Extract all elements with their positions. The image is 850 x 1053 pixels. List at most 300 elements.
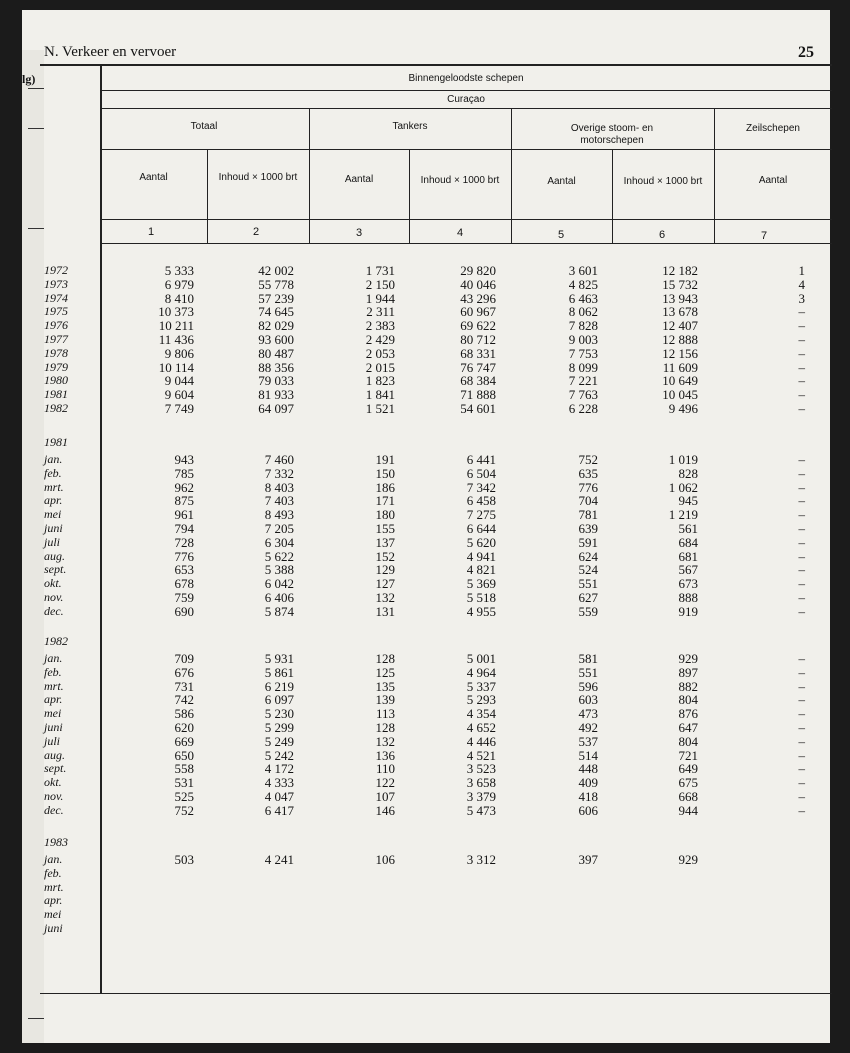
table-cell: 759 xyxy=(174,590,194,605)
table-cell: 81 933 xyxy=(258,387,294,403)
row-label: juli xyxy=(44,534,61,549)
table-cell: 9 604 xyxy=(164,387,194,403)
table-cell: – xyxy=(798,775,805,791)
table-cell: 137 xyxy=(375,534,395,550)
table-cell: 13 678 xyxy=(662,304,698,320)
col-header-3: Aantal xyxy=(344,174,374,185)
table-cell: 525 xyxy=(174,789,194,804)
table-cell: 649 xyxy=(678,761,698,777)
table-cell: 5 337 xyxy=(466,678,496,694)
margin-rule xyxy=(28,228,44,229)
table-cell: 558 xyxy=(174,761,194,777)
table-cell: – xyxy=(798,562,805,578)
bottom-rule xyxy=(40,993,832,994)
table-cell: 11 609 xyxy=(662,359,698,375)
table-cell: 128 xyxy=(375,720,395,735)
table-cell: 1 521 xyxy=(365,401,395,416)
table-cell: 603 xyxy=(578,692,598,708)
table-cell: 2 311 xyxy=(366,304,395,320)
row-label: 1973 xyxy=(44,276,68,291)
table-cell: 88 356 xyxy=(258,359,294,375)
table-cell: 7 403 xyxy=(264,493,294,509)
table-cell: 919 xyxy=(678,603,698,619)
table-cell: 397 xyxy=(578,852,598,867)
table-cell: 135 xyxy=(375,678,395,694)
table-cell: 709 xyxy=(174,651,194,666)
table-cell: 5 620 xyxy=(466,534,496,550)
row-label: juni xyxy=(44,720,63,734)
table-cell: 4 446 xyxy=(466,733,496,749)
table-cell: 943 xyxy=(174,452,194,467)
table-cell: 728 xyxy=(174,534,194,550)
table-cell: 43 296 xyxy=(460,290,496,306)
table-cell: 5 518 xyxy=(466,590,496,605)
table-cell: 731 xyxy=(174,678,194,694)
row-label: juli xyxy=(44,733,61,748)
header-rule xyxy=(100,219,832,220)
table-cell: 3 379 xyxy=(466,789,496,804)
row-label: 1972 xyxy=(44,263,68,277)
table-cell: 54 601 xyxy=(460,401,496,416)
table-cell: 4 652 xyxy=(466,720,496,735)
table-cell: – xyxy=(798,332,805,347)
table-cell: 559 xyxy=(578,603,598,619)
column-rule xyxy=(409,149,410,243)
row-label: dec. xyxy=(44,603,64,618)
margin-rule xyxy=(28,128,44,129)
group-overige: Overige stoom- en motorschepen xyxy=(570,123,654,146)
table-cell: 492 xyxy=(578,720,598,735)
table-cell: 567 xyxy=(678,562,698,578)
table-cell: 876 xyxy=(678,706,698,722)
group-zeilschepen: Zeilschepen xyxy=(746,123,800,134)
table-cell: 6 097 xyxy=(264,692,294,708)
table-cell: 627 xyxy=(578,590,598,605)
row-label: 1975 xyxy=(44,304,68,319)
table-cell: 961 xyxy=(174,507,194,523)
table-cell: 524 xyxy=(578,562,598,578)
table-cell: 785 xyxy=(174,465,194,481)
table-cell: 2 053 xyxy=(365,345,395,361)
table-cell: 40 046 xyxy=(460,276,496,292)
table-cell: 639 xyxy=(578,521,598,536)
column-number: 4 xyxy=(456,227,464,239)
row-label: 1979 xyxy=(44,359,68,374)
table-cell: 3 312 xyxy=(466,852,496,867)
table-cell: 6 504 xyxy=(466,465,496,481)
table-cell: 93 600 xyxy=(258,332,294,347)
table-cell: – xyxy=(798,651,805,666)
table-cell: 653 xyxy=(174,562,194,578)
row-label: mrt. xyxy=(44,678,64,693)
row-label: apr. xyxy=(44,893,63,908)
table-cell: 1 xyxy=(798,263,805,278)
table-cell: 1 731 xyxy=(365,263,395,278)
table-cell: 71 888 xyxy=(460,387,496,403)
table-cell: 945 xyxy=(678,493,698,509)
table-cell: 12 888 xyxy=(662,332,698,347)
header-rule xyxy=(100,108,832,109)
table-cell: 1 944 xyxy=(365,290,395,306)
table-cell: 5 299 xyxy=(264,720,294,735)
table-cell: – xyxy=(798,534,805,550)
table-cell: 150 xyxy=(375,465,395,481)
column-number-rule xyxy=(100,243,832,244)
row-label: feb. xyxy=(44,865,62,880)
table-cell: 2 015 xyxy=(365,359,395,375)
table-cell: 7 275 xyxy=(466,507,496,523)
table-cell: 79 033 xyxy=(258,373,294,389)
table-cell: 537 xyxy=(578,733,598,749)
table-cell: 5 874 xyxy=(264,603,294,619)
table-cell: 681 xyxy=(678,548,698,564)
table-cell: – xyxy=(798,304,805,320)
column-number: 7 xyxy=(760,230,768,242)
row-label: sept. xyxy=(44,562,67,577)
table-cell: 781 xyxy=(578,507,598,523)
row-label: 1978 xyxy=(44,345,68,360)
table-cell: 2 150 xyxy=(365,276,395,292)
table-cell: 514 xyxy=(578,747,598,763)
table-cell: 10 373 xyxy=(158,304,194,320)
table-cell: – xyxy=(798,401,805,416)
table-cell: 12 407 xyxy=(662,318,698,334)
table-cell: 8 493 xyxy=(264,507,294,523)
table-cell: 6 417 xyxy=(264,802,294,818)
table-cell: 13 943 xyxy=(662,290,698,306)
table-cell: 6 219 xyxy=(264,678,294,694)
table-cell: – xyxy=(798,747,805,763)
col-header-1: Aantal xyxy=(139,172,168,183)
table-cell: 721 xyxy=(678,747,698,763)
table-cell: 752 xyxy=(578,452,598,467)
table-cell: 68 384 xyxy=(460,373,496,389)
table-cell: 5 333 xyxy=(164,263,194,278)
table-cell: 29 820 xyxy=(460,263,496,278)
table-cell: 596 xyxy=(578,678,598,694)
top-rule xyxy=(40,64,832,66)
table-cell: 5 369 xyxy=(466,576,496,592)
table-cell: 591 xyxy=(578,534,598,550)
table-cell: 6 463 xyxy=(568,290,598,306)
column-number: 3 xyxy=(355,227,363,239)
column-rule xyxy=(207,149,208,243)
group-totaal: Totaal xyxy=(190,121,218,132)
row-label: juni xyxy=(44,921,63,935)
table-cell: 929 xyxy=(678,651,698,666)
table-cell: – xyxy=(798,452,805,467)
table-cell: 146 xyxy=(375,802,395,818)
table-cell: – xyxy=(798,576,805,592)
table-cell: 9 044 xyxy=(164,373,194,389)
table-cell: 776 xyxy=(578,479,598,495)
table-cell: 132 xyxy=(375,733,395,749)
header-rule xyxy=(100,149,832,150)
col-header-4: Inhoud × 1000 brt xyxy=(420,175,500,186)
table-cell: 107 xyxy=(375,789,395,804)
table-cell: 5 242 xyxy=(264,747,294,763)
row-label: aug. xyxy=(44,747,65,762)
table-cell: – xyxy=(798,761,805,777)
table-cell: 676 xyxy=(174,664,194,680)
table-cell: – xyxy=(798,493,805,509)
table-cell: 11 436 xyxy=(158,332,194,347)
table-cell: 10 114 xyxy=(158,359,194,375)
table-cell: 8 062 xyxy=(568,304,598,320)
table-cell: 1 841 xyxy=(365,387,395,403)
table-cell: 9 003 xyxy=(568,332,598,347)
table-cell: 5 861 xyxy=(264,664,294,680)
table-cell: 473 xyxy=(578,706,598,722)
table-cell: 7 332 xyxy=(264,465,294,481)
table-cell: – xyxy=(798,692,805,708)
table-cell: 776 xyxy=(174,548,194,564)
margin-rule xyxy=(28,1018,44,1019)
table-cell: 80 712 xyxy=(460,332,496,347)
table-cell: – xyxy=(798,733,805,749)
table-cell: 2 429 xyxy=(365,332,395,347)
table-cell: 152 xyxy=(375,548,395,564)
table-cell: 7 205 xyxy=(264,521,294,536)
col-header-2: Inhoud × 1000 brt xyxy=(218,172,298,183)
sub-header: Curaçao xyxy=(447,94,485,105)
table-cell: 12 156 xyxy=(662,345,698,361)
margin-rule xyxy=(28,88,44,89)
table-cell: 888 xyxy=(678,590,698,605)
table-cell: 4 955 xyxy=(466,603,496,619)
row-label: 1974 xyxy=(44,290,68,305)
table-cell: 828 xyxy=(678,465,698,481)
row-label: 1980 xyxy=(44,373,68,388)
table-cell: 561 xyxy=(678,521,698,536)
table-cell: 69 622 xyxy=(460,318,496,334)
header-rule xyxy=(100,90,832,91)
table-cell: – xyxy=(798,359,805,375)
table-cell: 136 xyxy=(375,747,395,763)
table-cell: 4 821 xyxy=(466,562,496,578)
table-cell: 620 xyxy=(174,720,194,735)
table-cell: 2 383 xyxy=(365,318,395,334)
row-label: jan. xyxy=(44,452,63,466)
table-cell: 4 521 xyxy=(466,747,496,763)
section-title: N. Verkeer en vervoer xyxy=(44,44,177,60)
table-cell: 1 062 xyxy=(668,479,698,495)
table-cell: 82 029 xyxy=(258,318,294,334)
table-cell: 5 473 xyxy=(466,802,496,818)
table-cell: 9 806 xyxy=(164,345,194,361)
table-cell: 4 xyxy=(798,276,805,292)
table-cell: 15 732 xyxy=(662,276,698,292)
table-cell: 42 002 xyxy=(258,263,294,278)
table-cell: 678 xyxy=(174,576,194,592)
table-cell: 742 xyxy=(174,692,194,708)
table-cell: 6 228 xyxy=(568,401,598,416)
col-header-6: Inhoud × 1000 brt xyxy=(623,176,703,187)
group-header: Binnengeloodste schepen xyxy=(408,73,524,84)
table-cell: – xyxy=(798,345,805,361)
table-cell: 647 xyxy=(678,720,698,735)
row-label: apr. xyxy=(44,493,63,508)
table-cell: 875 xyxy=(174,493,194,509)
table-cell: 12 182 xyxy=(662,263,698,278)
table-cell: – xyxy=(798,465,805,481)
table-cell: 7 749 xyxy=(164,401,194,416)
table-cell: 704 xyxy=(578,493,598,509)
table-cell: 4 825 xyxy=(568,276,598,292)
table-cell: 7 221 xyxy=(568,373,598,389)
table-cell: 76 747 xyxy=(460,359,496,375)
table-cell: 962 xyxy=(174,479,194,495)
table-cell: 1 823 xyxy=(365,373,395,389)
column-number: 6 xyxy=(658,229,666,241)
table-cell: 503 xyxy=(174,852,194,867)
row-label: okt. xyxy=(44,775,62,790)
row-label: apr. xyxy=(44,692,63,707)
table-cell: 1 219 xyxy=(668,507,698,523)
table-cell: – xyxy=(798,590,805,605)
table-cell: 6 441 xyxy=(466,452,496,467)
table-cell: 180 xyxy=(375,507,395,523)
table-cell: 122 xyxy=(375,775,395,791)
table-cell: 6 644 xyxy=(466,521,496,536)
row-label: sept. xyxy=(44,761,67,776)
table-cell: – xyxy=(798,789,805,804)
row-label: okt. xyxy=(44,576,62,591)
table-cell: 10 649 xyxy=(662,373,698,389)
table-cell: 882 xyxy=(678,678,698,694)
table-cell: – xyxy=(798,706,805,722)
margin-label: lg) xyxy=(22,72,36,86)
table-cell: 10 211 xyxy=(158,318,194,334)
table-cell: 8 410 xyxy=(164,290,194,306)
table-cell: 804 xyxy=(678,733,698,749)
block-label: 1982 xyxy=(44,634,68,648)
table-cell: 113 xyxy=(375,706,395,722)
page-number: 25 xyxy=(798,44,814,61)
table-cell: 668 xyxy=(678,789,698,804)
table-cell: 1 019 xyxy=(668,452,698,467)
table-cell: 132 xyxy=(375,590,395,605)
previous-page-edge xyxy=(22,50,44,1043)
table-cell: 125 xyxy=(375,664,395,680)
table-cell: 55 778 xyxy=(258,276,294,292)
table-cell: 7 753 xyxy=(568,345,598,361)
row-label: mrt. xyxy=(44,479,64,494)
table-cell: 684 xyxy=(678,534,698,550)
row-label: juni xyxy=(44,521,63,535)
table-cell: 3 xyxy=(798,290,805,306)
table-cell: 3 601 xyxy=(568,263,598,278)
row-label: feb. xyxy=(44,465,62,480)
column-rule xyxy=(612,149,613,243)
table-cell: – xyxy=(798,318,805,334)
table-cell: 3 523 xyxy=(466,761,496,777)
table-cell: 171 xyxy=(375,493,395,509)
row-label: mei xyxy=(44,907,62,922)
table-cell: 650 xyxy=(174,747,194,763)
table-cell: 139 xyxy=(375,692,395,708)
table-cell: 551 xyxy=(578,664,598,680)
table-cell: 673 xyxy=(678,576,698,592)
table-cell: 5 249 xyxy=(264,733,294,749)
table-cell: 60 967 xyxy=(460,304,496,320)
table-cell: 7 828 xyxy=(568,318,598,334)
column-number: 2 xyxy=(252,226,260,238)
table-cell: 4 241 xyxy=(264,852,294,867)
table-cell: 606 xyxy=(578,802,598,818)
table-cell: 57 239 xyxy=(258,290,294,306)
table-cell: 6 406 xyxy=(264,590,294,605)
table-cell: 752 xyxy=(174,802,194,818)
table-cell: 669 xyxy=(174,733,194,749)
table-cell: 794 xyxy=(174,521,194,536)
table-cell: 74 645 xyxy=(258,304,294,320)
table-cell: 155 xyxy=(375,521,395,536)
table-cell: 186 xyxy=(375,479,395,495)
table-cell: 409 xyxy=(578,775,598,791)
table-cell: 531 xyxy=(174,775,194,791)
table-cell: 624 xyxy=(578,548,598,564)
table-cell: 8 099 xyxy=(568,359,598,375)
col-header-7: Aantal xyxy=(758,175,788,186)
table-cell: 9 496 xyxy=(668,401,698,416)
table-cell: – xyxy=(798,521,805,536)
block-label: 1981 xyxy=(44,435,68,449)
table-cell: 4 333 xyxy=(264,775,294,791)
column-number: 1 xyxy=(147,226,155,238)
table-cell: – xyxy=(798,479,805,495)
table-cell: 3 658 xyxy=(466,775,496,791)
table-cell: 897 xyxy=(678,664,698,680)
column-number: 5 xyxy=(557,229,565,241)
row-label: 1977 xyxy=(44,332,68,346)
table-cell: 6 042 xyxy=(264,576,294,592)
table-cell: 5 230 xyxy=(264,706,294,722)
row-label: 1981 xyxy=(44,387,68,402)
table-cell: 8 403 xyxy=(264,479,294,495)
table-cell: 10 045 xyxy=(662,387,698,403)
table-cell: 7 342 xyxy=(466,479,496,495)
table-cell: 586 xyxy=(174,706,194,722)
table-cell: 581 xyxy=(578,651,598,666)
table-cell: – xyxy=(798,678,805,694)
table-cell: – xyxy=(798,664,805,680)
table-cell: 675 xyxy=(678,775,698,791)
table-cell: 6 458 xyxy=(466,493,496,509)
table-cell: 551 xyxy=(578,576,598,592)
row-label: jan. xyxy=(44,852,63,866)
row-label: 1976 xyxy=(44,318,68,333)
table-cell: 129 xyxy=(375,562,395,578)
table-cell: – xyxy=(798,373,805,389)
table-cell: 448 xyxy=(578,761,598,777)
table-cell: 5 388 xyxy=(264,562,294,578)
table-cell: 6 979 xyxy=(164,276,194,292)
table-cell: 110 xyxy=(375,761,395,777)
table-cell: 5 931 xyxy=(264,651,294,666)
table-cell: 106 xyxy=(375,852,395,867)
row-label: aug. xyxy=(44,548,65,563)
row-label: dec. xyxy=(44,802,64,817)
table-cell: 4 047 xyxy=(264,789,294,804)
table-cell: 127 xyxy=(375,576,395,592)
table-cell: 635 xyxy=(578,465,598,481)
table-cell: 4 941 xyxy=(466,548,496,564)
table-cell: 4 354 xyxy=(466,706,496,722)
table-cell: 5 622 xyxy=(264,548,294,564)
table-cell: 929 xyxy=(678,852,698,867)
table-cell: 68 331 xyxy=(460,345,496,361)
